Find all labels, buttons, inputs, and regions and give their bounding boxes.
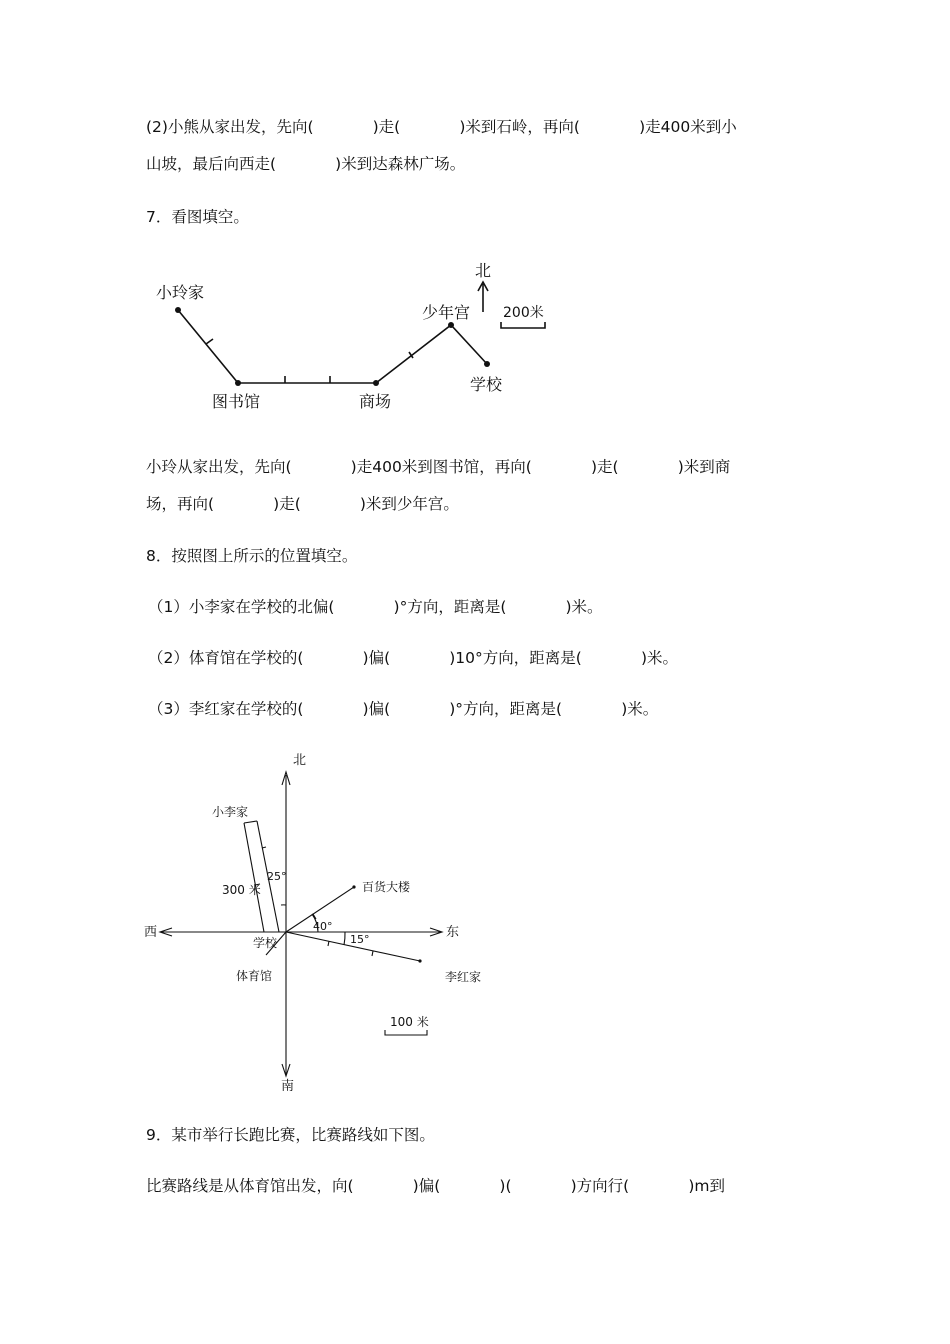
q8-angle15-arc <box>344 932 345 945</box>
q7-palace-label: 少年宫 <box>422 303 471 322</box>
q8-store-label: 百货大楼 <box>362 880 411 894</box>
q8-angle15-label: 15° <box>350 933 370 946</box>
q6-part2-line1: (2)小熊从家出发，先向( )走( )米到石岭，再向( )走400米到小 <box>146 118 737 136</box>
q7-text-line1: 小玲从家出发，先向( )走400米到图书馆，再向( )走( )米到商 <box>146 458 731 476</box>
q8-item2: （2）体育馆在学校的( )偏( )10°方向，距离是( )米。 <box>148 649 678 667</box>
q8-gym-label: 体育馆 <box>236 969 273 983</box>
q9-title: 9．某市举行长跑比赛，比赛路线如下图。 <box>146 1126 435 1144</box>
q7-home-label: 小玲家 <box>156 283 205 302</box>
q8-distance300-label: 300 米 <box>222 883 261 897</box>
q7-school-label: 学校 <box>470 375 503 394</box>
q7-text-line2: 场，再向( )走( )米到少年宫。 <box>146 495 459 513</box>
q8-lihong-dot <box>418 959 421 962</box>
q7-library-label: 图书馆 <box>212 392 261 411</box>
q8-item3: （3）李红家在学校的( )偏( )°方向，距离是( )米。 <box>148 700 659 718</box>
q7-title: 7．看图填空。 <box>146 208 249 226</box>
q8-scale-label: 100 米 <box>390 1015 429 1029</box>
q8-item1: （1）小李家在学校的北偏( )°方向，距离是( )米。 <box>148 598 603 616</box>
q8-south-label: 南 <box>281 1079 295 1094</box>
q8-xiaoli-cap <box>244 821 257 823</box>
q8-angle25-label: 25° <box>267 870 287 883</box>
q9-text-line1: 比赛路线是从体育馆出发，向( )偏( )( )方向行( )m到 <box>146 1177 725 1195</box>
q7-north-label: 北 <box>475 261 492 280</box>
q8-title: 8．按照图上所示的位置填空。 <box>146 547 358 565</box>
q8-xiaoli-label: 小李家 <box>212 805 249 819</box>
q8-lihong-tick <box>328 941 329 946</box>
q8-angle40-label: 40° <box>313 920 333 933</box>
q8-lihong-label: 李红家 <box>445 970 482 984</box>
q6-part2-line2: 山坡，最后向西走( )米到达森林广场。 <box>146 155 466 173</box>
q8-west-label: 西 <box>144 925 158 940</box>
q8-store-dot <box>352 885 355 888</box>
q8-lihong-tick <box>372 951 373 956</box>
q8-east-label: 东 <box>446 925 460 940</box>
q7-scale-label: 200米 <box>503 305 544 321</box>
q8-scale-bar <box>385 1030 427 1035</box>
q8-north-label: 北 <box>293 753 307 768</box>
q8-school-label: 学校 <box>253 936 278 950</box>
q7-mall-label: 商场 <box>359 392 392 411</box>
